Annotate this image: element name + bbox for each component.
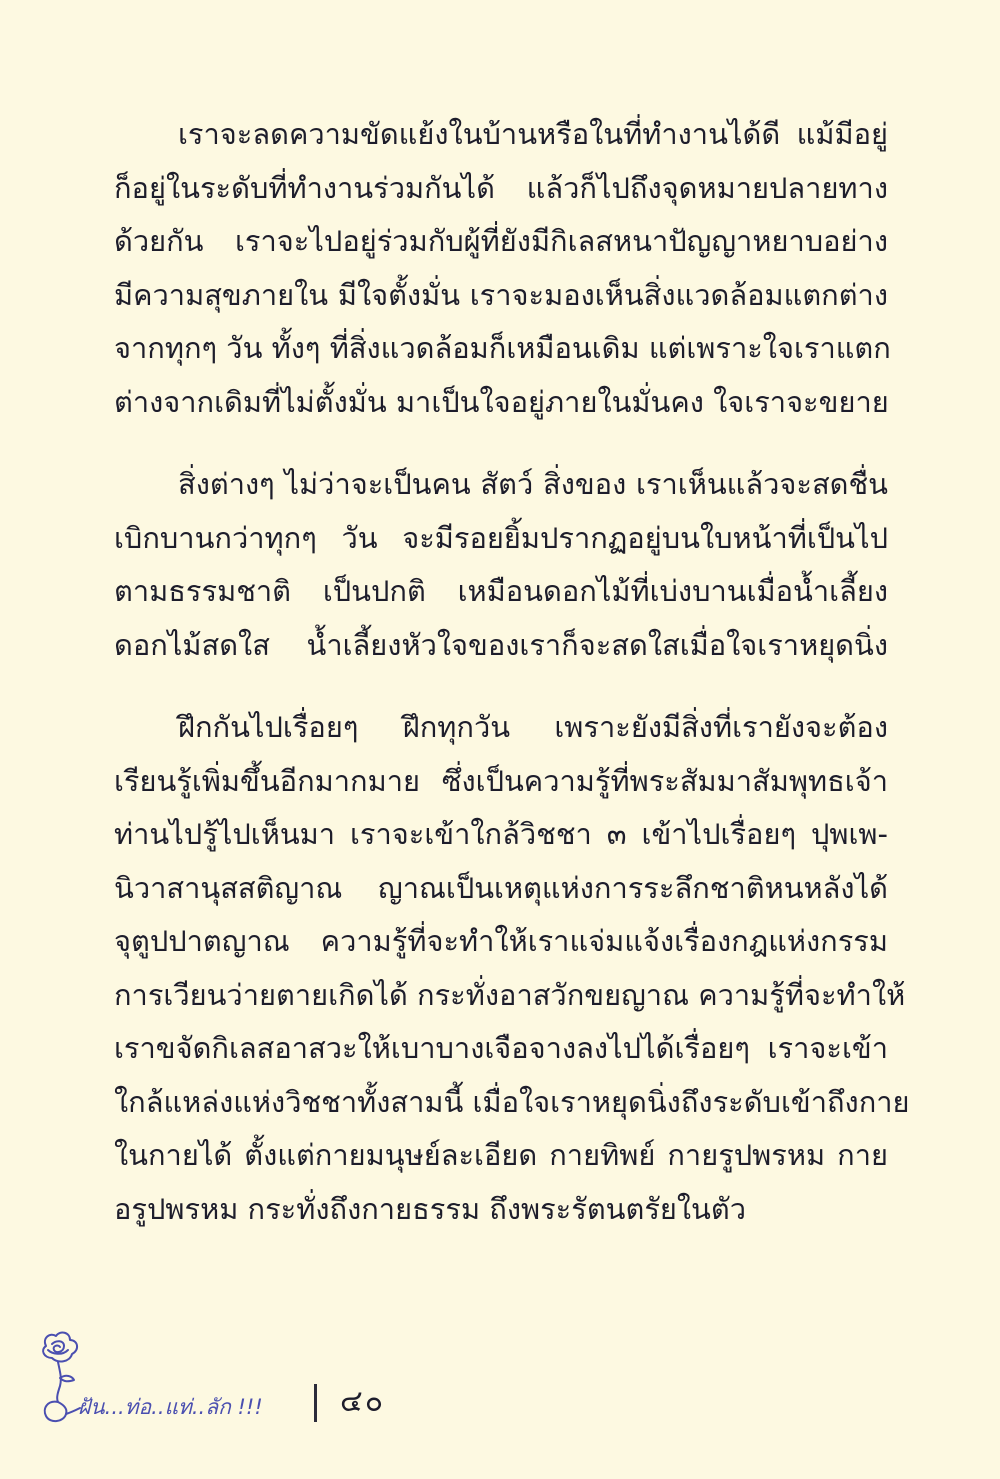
text-line: ต่างจากเดิมที่ไม่ตั้งมั่น มาเป็นใจอยู่ภายในมั่นคง ใจเราจะขยาย [114, 384, 889, 419]
text-line: ก็อยู่ในระดับที่ทำงานร่วมกันได้ แล้วก็ไปถึงจุดหมายปลายทาง [114, 170, 888, 205]
text-line: จากทุกๆ วัน ทั้งๆ ที่สิ่งแวดล้อมก็เหมือนเดิม แต่เพราะใจเราแตก [114, 331, 891, 365]
logo-script: ฝัน...ท่อ..แท่..ลัก !!! [78, 1395, 263, 1419]
paragraph-3 [114, 701, 910, 1236]
text-line: การเวียนว่ายตายเกิดได้ กระทั่งอาสวักขยญาณ ความรู้ที่จะทำให้ [114, 977, 906, 1012]
text-line: เราจะลดความขัดแย้งในบ้านหรือในที่ทำงานได้ดี แม้มีอยู่ [178, 117, 888, 151]
text-line: ในกายได้ ตั้งแต่กายมนุษย์ละเอียด กายทิพย์ กายรูปพรหม กาย [114, 1138, 888, 1172]
text-line: เบิกบานกว่าทุกๆ วัน จะมีรอยยิ้มปรากฏอยู่บนใบหน้าที่เป็นไป [114, 520, 888, 555]
text-line: มีความสุขภายใน มีใจตั้งมั่น เราจะมองเห็นสิ่งแวดล้อมแตกต่าง [114, 277, 888, 312]
text-line: ด้วยกัน เราจะไปอยู่ร่วมกับผู้ที่ยังมีกิเลสหนาปัญญาหยาบอย่าง [114, 224, 888, 258]
text-line: ดอกไม้สดใส น้ำเลี้ยงหัวใจของเราก็จะสดใสเมื่อใจเราหยุดนิ่ง [114, 627, 888, 662]
rose-logo-icon [36, 1328, 296, 1428]
footer-divider [314, 1384, 317, 1422]
page-footer [36, 1328, 456, 1428]
text-line: ใกล้แหล่งแห่งวิชชาทั้งสามนี้ เมื่อใจเราหยุดนิ่งถึงระดับเข้าถึงกาย [114, 1084, 910, 1119]
text-line: อรูปพรหม กระทั่งถึงกายธรรม ถึงพระรัตนตรัยในตัว [114, 1191, 746, 1226]
paragraph-1 [114, 108, 891, 429]
text-line: ฝึกกันไปเรื่อยๆ ฝึกทุกวัน เพราะยังมีสิ่งที่เรายังจะต้อง [178, 710, 888, 744]
text-line: ท่านไปรู้ไปเห็นมา เราจะเข้าใกล้วิชชา ๓ เข้าไปเรื่อยๆ ปุพเพ- [114, 817, 888, 851]
text-line: ตามธรรมชาติ เป็นปกติ เหมือนดอกไม้ที่เบ่งบานเมื่อน้ำเลี้ยง [114, 574, 888, 608]
body-text [114, 108, 910, 1265]
text-line: นิวาสานุสสติญาณ ญาณเป็นเหตุแห่งการระลึกชาติหนหลังได้ [114, 870, 888, 905]
page-number: ๔๐ [340, 1384, 386, 1419]
text-line: จุตูปปาตญาณ ความรู้ที่จะทำให้เราแจ่มแจ้งเรื่องกฎแห่งกรรม [114, 924, 888, 958]
text-line: สิ่งต่างๆ ไม่ว่าจะเป็นคน สัตว์ สิ่งของ เราเห็นแล้วจะสดชื่น [178, 467, 888, 501]
text-line: เราขจัดกิเลสอาสวะให้เบาบางเจือจางลงไปได้เรื่อยๆ เราจะเข้า [114, 1031, 888, 1065]
text-line: เรียนรู้เพิ่มขึ้นอีกมากมาย ซึ่งเป็นความรู้ที่พระสัมมาสัมพุทธเจ้า [114, 763, 888, 798]
paragraph-2 [114, 458, 888, 672]
